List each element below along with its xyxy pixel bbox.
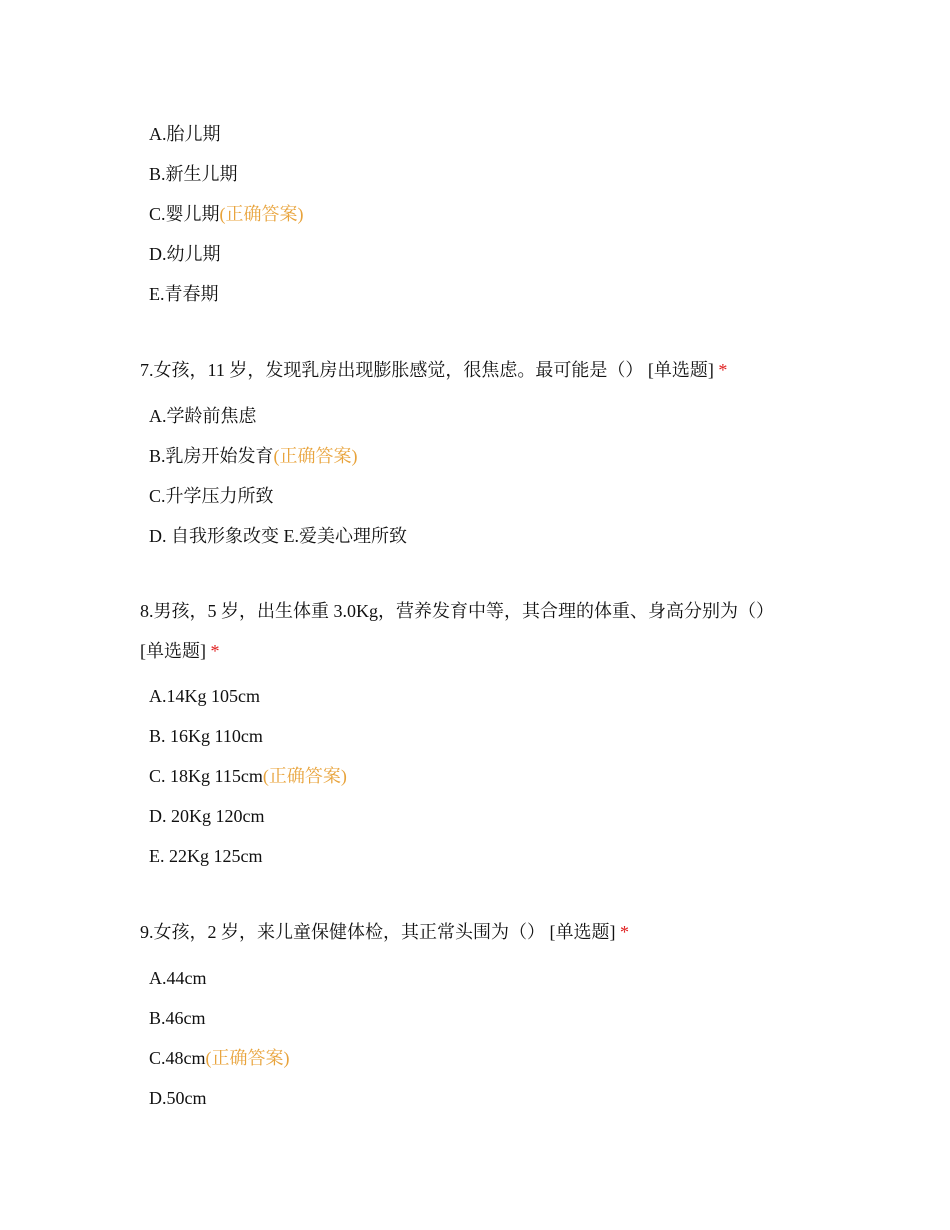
q7-option-b: B.乳房开始发育(正确答案) <box>149 446 358 466</box>
correct-answer-mark: (正确答案) <box>219 204 304 224</box>
q7-option-a: A.学龄前焦虑 <box>149 406 257 426</box>
q8-option-a: A.14Kg 105cm <box>149 686 260 706</box>
q6-option-e: E.青春期 <box>149 284 219 304</box>
q6-option-a: A.胎儿期 <box>149 124 221 144</box>
required-mark: * <box>718 360 728 380</box>
q6-option-c: C.婴儿期(正确答案) <box>149 204 304 224</box>
q7-option-d-e: D. 自我形象改变 E.爱美心理所致 <box>149 526 407 546</box>
q9-option-b: B.46cm <box>149 1008 206 1028</box>
question-8-line2: [单选题] * <box>140 641 220 661</box>
question-8: 8.男孩，5 岁，出生体重 3.0Kg，营养发育中等，其合理的体重、身高分别为（） <box>140 601 774 621</box>
q9-option-c: C.48cm(正确答案) <box>149 1048 290 1068</box>
correct-answer-mark: (正确答案) <box>205 1048 290 1068</box>
q9-option-d: D.50cm <box>149 1088 207 1108</box>
correct-answer-mark: (正确答案) <box>262 766 347 786</box>
q6-option-d: D.幼儿期 <box>149 244 221 264</box>
question-7: 7.女孩，11 岁，发现乳房出现膨胀感觉，很焦虑。最可能是（） [单选题] * <box>140 360 728 380</box>
q7-option-c: C.升学压力所致 <box>149 486 274 506</box>
required-mark: * <box>620 922 629 942</box>
q8-option-d: D. 20Kg 120cm <box>149 806 265 826</box>
question-9: 9.女孩，2 岁，来儿童保健体检，其正常头围为（） [单选题] * <box>140 922 629 942</box>
q9-option-a: A.44cm <box>149 968 207 988</box>
q8-option-e: E. 22Kg 125cm <box>149 846 263 866</box>
q8-option-b: B. 16Kg 110cm <box>149 726 263 746</box>
q8-option-c: C. 18Kg 115cm(正确答案) <box>149 766 347 786</box>
q6-option-b: B.新生儿期 <box>149 164 238 184</box>
correct-answer-mark: (正确答案) <box>273 446 358 466</box>
required-mark: * <box>210 641 220 661</box>
